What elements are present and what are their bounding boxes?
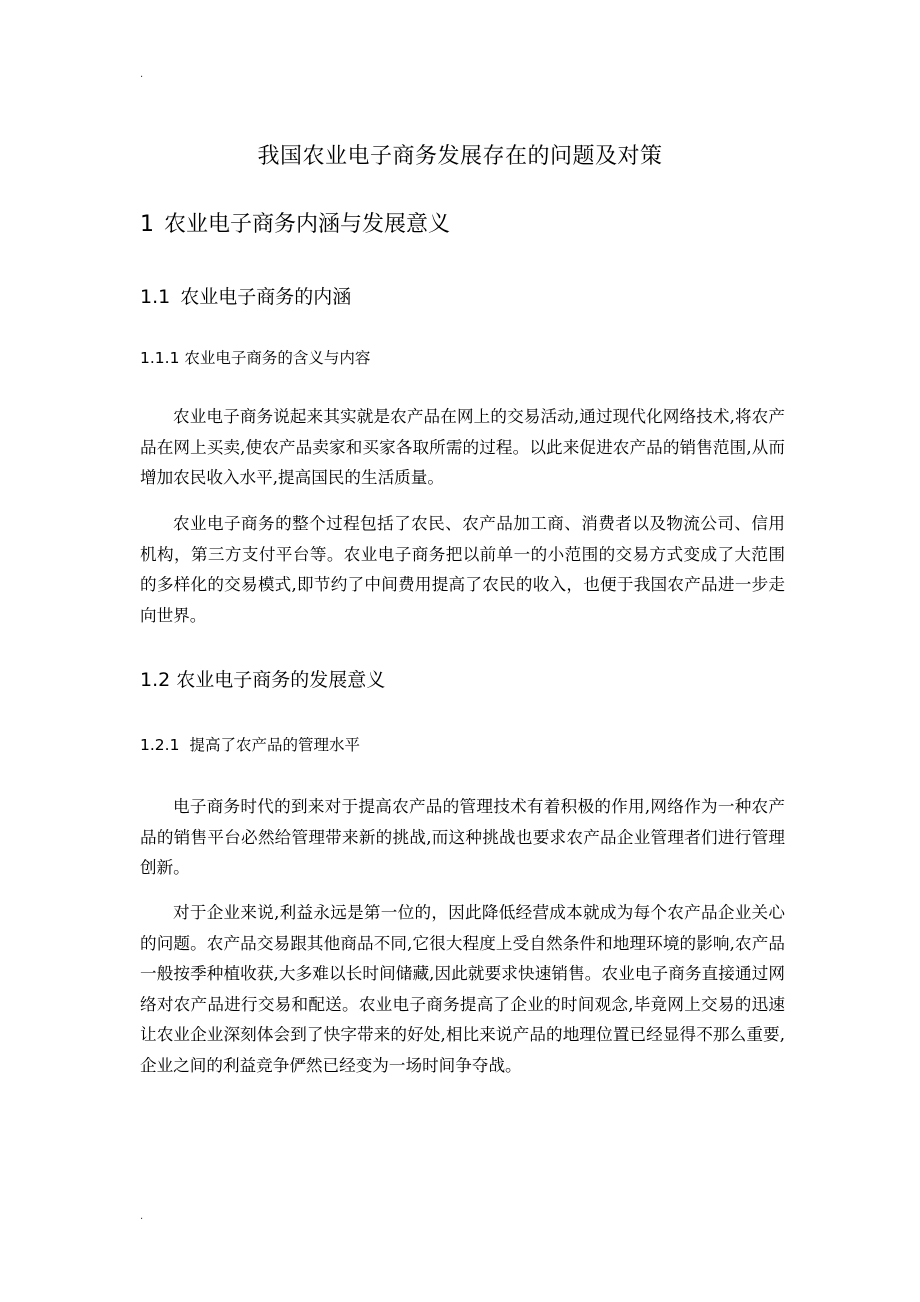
section-1-2-1-title: 提高了农产品的管理水平 xyxy=(189,736,360,754)
section-1-heading xyxy=(140,210,450,240)
paragraph-1-2-1-b: 对于企业来说,利益永远是第一位的，因此降低经营成本就成为每个农产品企业关心的问题。农产品交易跟其他商品不同,它很大程度上受自然条件和地理环境的影响,农产品一般按季种植收获,大多难以长时间储藏,因此就要求快速销售。农业电子商务直接通过网络对农产品进行交易和配送。农业电子商务提高了企业的时间观念,毕竟网上交易的迅速让农业企业深刻体会到了快字带来的好处,相比来说产品的地理位置已经显得不那么重要,企业之间的利益竞争俨然已经变为一场时间争夺战。 xyxy=(140,903,785,1075)
section-1-2-1-heading xyxy=(140,734,360,756)
section-1-number: 1 xyxy=(140,212,154,237)
section-1-1-number: 1.1 xyxy=(140,286,171,308)
section-1-1-heading xyxy=(140,284,351,310)
paragraph-1-1-1-b: 农业电子商务的整个过程包括了农民、农产品加工商、消费者以及物流公司、信用机构，第三方支付平台等。农业电子商务把以前单一的小范围的交易方式变成了大范围的多样化的交易模式,即节约了中间费用提高了农民的收入，也便于我国农产品进一步走向世界。 xyxy=(140,514,785,625)
section-1-2-1-number: 1.2.1 xyxy=(140,736,180,754)
paragraph-1-2-1-a: 电子商务时代的到来对于提高农产品的管理技术有着积极的作用,网络作为一种农产品的销售平台必然给管理带来新的挑战,而这种挑战也要求农产品企业管理者们进行管理创新。 xyxy=(140,797,785,877)
paragraph-1-1-1-a: 农业电子商务说起来其实就是农产品在网上的交易活动,通过现代化网络技术,将农产品在网上买卖,使农产品卖家和买家各取所需的过程。以此来促进农产品的销售范围,从而增加农民收入水平,提高国民的生活质量。 xyxy=(140,407,785,487)
page-top-mark: . xyxy=(140,69,144,80)
section-1-title: 农业电子商务内涵与发展意义 xyxy=(164,212,451,237)
section-1-2-heading: 1.2 农业电子商务的发展意义 xyxy=(140,669,386,691)
section-1-1-1-heading: 1.1.1 农业电子商务的含义与内容 xyxy=(140,349,371,367)
document-title: 我国农业电子商务发展存在的问题及对策 xyxy=(257,144,663,169)
page-bottom-mark: . xyxy=(140,1211,144,1222)
section-1-1-title: 农业电子商务的内涵 xyxy=(180,286,352,308)
